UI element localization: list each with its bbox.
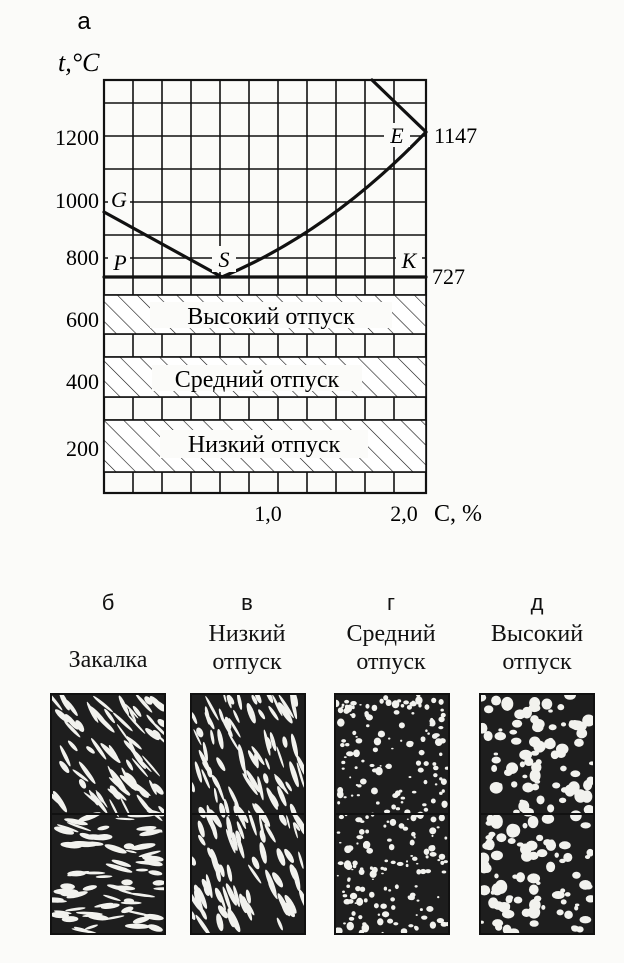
micrograph-letter-v: в xyxy=(241,590,253,615)
line-se xyxy=(222,132,426,277)
point-label-s: S xyxy=(218,247,230,272)
caption-quench: Закалка xyxy=(68,647,148,673)
micrograph-medium-tempering xyxy=(334,693,450,935)
temp-label-1147: 1147 xyxy=(434,123,478,148)
point-label-k: K xyxy=(401,248,417,273)
phase-lines xyxy=(104,80,426,277)
caption-medium-tempering: Средний отпуск xyxy=(346,621,436,675)
x-axis-label: C, % xyxy=(434,501,482,527)
micrograph-letter-b: б xyxy=(101,590,115,615)
point-label-e: E xyxy=(390,123,404,148)
point-label-g: G xyxy=(111,187,127,212)
zone-label-medium: Средний отпуск xyxy=(174,367,340,393)
micrograph-letter-d: д xyxy=(530,590,544,615)
y-axis-label: t,°C xyxy=(58,48,100,77)
zone-label-low: Низкий отпуск xyxy=(187,432,341,458)
micrograph-low-tempering xyxy=(190,693,306,935)
micrograph-quench xyxy=(50,693,166,935)
y-tick-600: 600 xyxy=(66,307,99,332)
point-label-p: P xyxy=(113,250,127,275)
panel-letter: а xyxy=(77,8,91,35)
temp-label-727: 727 xyxy=(432,264,465,289)
x-tick-1-0: 1,0 xyxy=(254,501,282,526)
y-tick-1200: 1200 xyxy=(55,125,99,150)
y-tick-400: 400 xyxy=(66,369,99,394)
caption-high-tempering: Высокий отпуск xyxy=(490,621,584,675)
y-tick-1000: 1000 xyxy=(55,188,99,213)
y-tick-800: 800 xyxy=(66,245,99,270)
x-tick-2-0: 2,0 xyxy=(390,501,418,526)
micrograph-high-tempering xyxy=(479,693,595,935)
micrograph-letter-g: г xyxy=(386,590,396,615)
caption-low-tempering: Низкий отпуск xyxy=(208,621,286,675)
zone-label-high: Высокий отпуск xyxy=(187,304,355,330)
y-tick-200: 200 xyxy=(66,436,99,461)
